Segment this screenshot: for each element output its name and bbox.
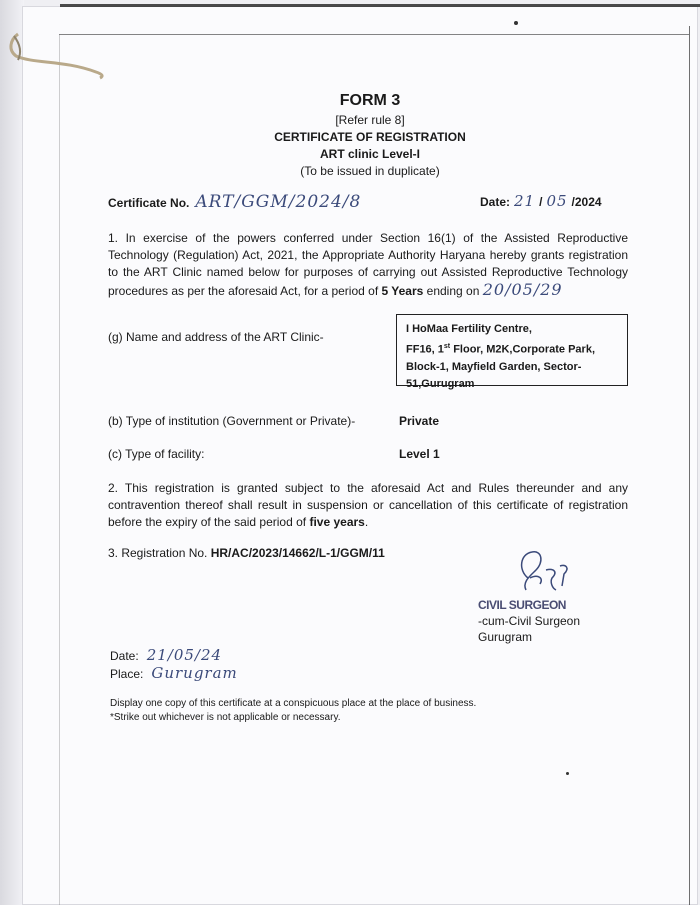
registration-label: 3. Registration No. xyxy=(108,546,211,560)
paragraph-grant xyxy=(108,230,628,300)
paper-stack-edge xyxy=(0,0,24,905)
speck-mark xyxy=(566,772,569,775)
paragraph-conditions xyxy=(108,480,628,531)
certificate-date-month: 05 xyxy=(546,192,568,210)
certificate-date-day: 21 xyxy=(514,192,536,210)
refer-rule: [Refer rule 8] xyxy=(335,113,405,127)
top-edge-line xyxy=(60,4,700,7)
clinic-label: (g) Name and address of the ART Clinic- xyxy=(108,330,324,344)
speck-mark-top xyxy=(514,21,518,25)
clinic-address-line1: I HoMaa Fertility Centre, xyxy=(406,323,532,335)
issue-place xyxy=(110,664,238,682)
issue-place-value: Gurugram xyxy=(151,664,238,682)
institution-label: (b) Type of institution (Government or Private)- xyxy=(108,414,356,428)
certificate-date-sep: / xyxy=(539,195,543,209)
signatory-stamp xyxy=(478,597,580,645)
registration-number xyxy=(108,546,385,560)
footer-strike-note: *Strike out whichever is not applicable or necessary. xyxy=(110,712,341,723)
clinic-address-box xyxy=(396,314,628,390)
issued-note: (To be issued in duplicate) xyxy=(300,164,440,178)
certificate-number xyxy=(108,192,361,212)
certificate-title: CERTIFICATE OF REGISTRATION xyxy=(274,130,466,144)
issue-date xyxy=(110,646,222,664)
signature-icon xyxy=(508,548,578,598)
paragraph-grant-period: 5 Years xyxy=(381,284,424,298)
paragraph-conditions-text: 2. This registration is granted subject to the aforesaid Act and Rules thereunder and any contravention thereof shall result in suspension or cancellation of this certificate of registration before the expiry of the said period of xyxy=(108,481,628,529)
clinic-address-line2-pre: FF16, 1 xyxy=(406,343,444,356)
institution-value: Private xyxy=(399,414,440,428)
signatory-line1: CIVIL SURGEON xyxy=(478,598,566,612)
issue-place-label: Place: xyxy=(110,667,144,681)
certificate-date-year: /2024 xyxy=(571,195,602,209)
certificate-number-value: ART/GGM/2024/8 xyxy=(195,192,362,212)
page-border-right xyxy=(689,26,690,905)
issue-date-label: Date: xyxy=(110,649,139,663)
facility-label: (c) Type of facility: xyxy=(108,447,205,461)
facility-value: Level 1 xyxy=(399,447,440,461)
paragraph-conditions-end: . xyxy=(364,515,369,529)
signatory-line2: -cum-Civil Surgeon xyxy=(478,614,581,628)
paragraph-grant-text: 1. In exercise of the powers conferred under Section 16(1) of the Assisted Reproductive Technology (Regulation) Act, 2021, the Appropriate Authority Haryana hereby grants registration to the ART Clinic named below for purposes of carrying out Assisted Reproductive Technology procedures as per the aforesaid Act, for a period of xyxy=(108,231,628,298)
certificate-number-label: Certificate No. xyxy=(108,196,190,210)
certificate-date-label: Date: xyxy=(480,195,511,209)
clinic-address-line2-sup: st xyxy=(443,343,451,350)
clinic-level: ART clinic Level-I xyxy=(319,147,421,161)
paragraph-grant-ending: ending on xyxy=(423,284,480,298)
signatory-line3: Gurugram xyxy=(478,630,533,644)
paragraph-conditions-bold: five years xyxy=(309,515,365,529)
registration-value: HR/AC/2023/14662/L-1/GGM/11 xyxy=(210,546,385,560)
certificate-date xyxy=(480,192,602,210)
page-border-left xyxy=(59,34,60,905)
paragraph-grant-end-date: 20/05/29 xyxy=(482,280,563,299)
clinic-address-line2-post: Floor, M2K,Corporate Park, xyxy=(450,343,596,356)
binding-string-icon xyxy=(4,30,114,90)
page-border-top xyxy=(59,34,689,35)
footer-display-note: Display one copy of this certificate at a conspicuous place at the place of business. xyxy=(110,698,477,709)
issue-date-value: 21/05/24 xyxy=(146,646,223,664)
form-title: FORM 3 xyxy=(339,92,401,109)
clinic-address-line3: Block-1, Mayfield Garden, Sector- xyxy=(406,360,582,373)
clinic-address-line4: 51,Gurugram xyxy=(406,377,475,390)
clinic-address-line2 xyxy=(406,338,618,359)
